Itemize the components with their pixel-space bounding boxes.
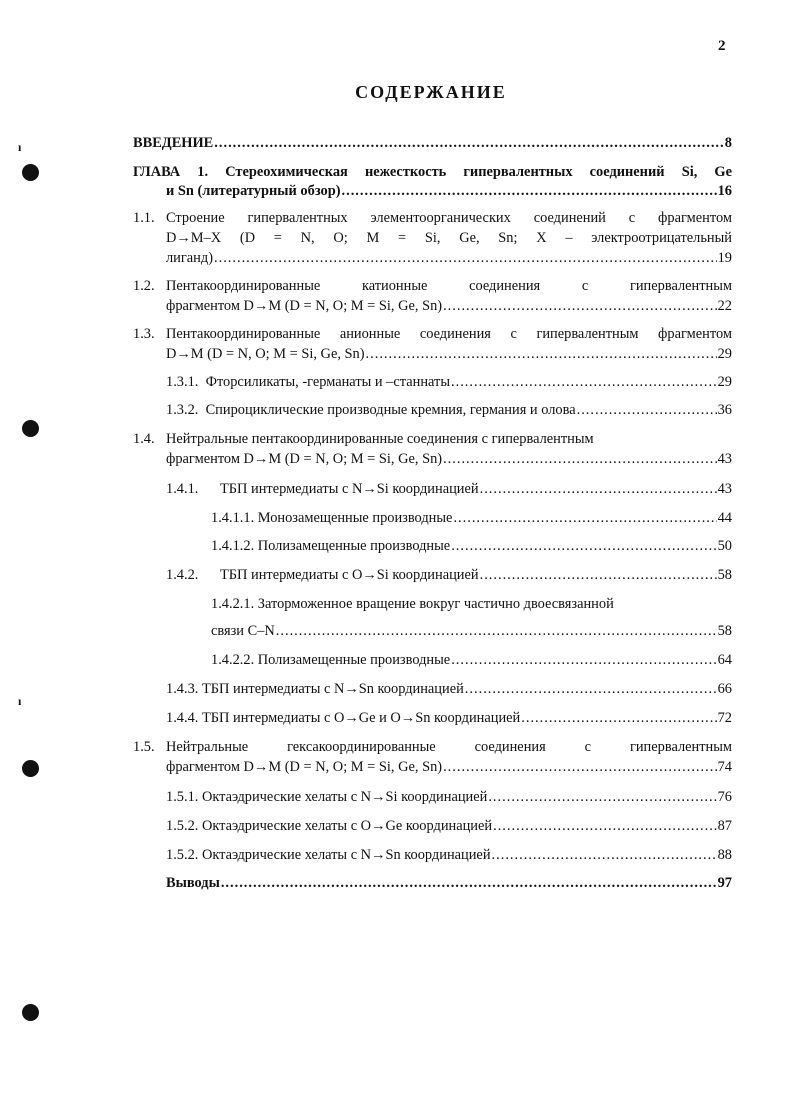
- toc-label: 1.4.1. ТБП интермедиаты с N→Si координацией: [166, 481, 479, 497]
- toc-entry-1-5-3[interactable]: [166, 845, 732, 865]
- dot-leader: [492, 845, 717, 865]
- toc-label: 1.5.1. Октаэдрические хелаты с N→Si координацией: [166, 789, 488, 805]
- binder-hole: [22, 1004, 39, 1021]
- toc-page: 19: [717, 250, 732, 266]
- toc-page: 66: [717, 681, 732, 697]
- toc-label: и Sn (литературный обзор): [166, 183, 341, 199]
- toc-entry-1-5-1[interactable]: [166, 787, 732, 807]
- toc-page: 88: [717, 847, 732, 863]
- toc-entry-1-4-2-2[interactable]: [211, 650, 732, 670]
- toc-entry-1-4-1[interactable]: [166, 479, 732, 499]
- dot-leader: [480, 565, 717, 585]
- toc-number: 1.5.: [133, 739, 155, 755]
- toc-label: 1.3.2. Спироциклические производные кремния, германия и олова: [166, 402, 576, 418]
- toc-entry-1-5-2[interactable]: [166, 816, 732, 836]
- toc-line: Нейтральные гексакоординированные соединения с гипервалентным: [166, 739, 732, 755]
- dot-leader: [521, 708, 716, 728]
- dot-leader: [451, 650, 716, 670]
- toc-label: лиганд): [166, 250, 213, 266]
- dot-leader: [443, 296, 717, 316]
- binder-hole: [22, 420, 39, 437]
- toc-page: 72: [717, 710, 732, 726]
- dot-leader: [488, 787, 716, 807]
- toc-chapter-line: ГЛАВА 1. Стереохимическая нежесткость гипервалентных соединений Si, Ge: [133, 164, 732, 180]
- toc-line: Нейтральные пентакоординированные соединения с гипервалентным: [166, 431, 594, 447]
- toc-number: 1.3.: [133, 326, 155, 342]
- toc-entry-1-4-2[interactable]: [166, 565, 732, 585]
- toc-entry-chapter-1[interactable]: [166, 181, 732, 201]
- toc-number: 1.4.: [133, 431, 155, 447]
- dot-leader: [214, 133, 724, 153]
- toc-label: 1.5.2. Октаэдрические хелаты с N→Sn координацией: [166, 847, 491, 863]
- toc-label: 1.4.3. ТБП интермедиаты с N→Sn координацией: [166, 681, 464, 697]
- toc-line: Пентакоординированные катионные соединения с гипервалентным: [166, 278, 732, 294]
- toc-label: фрагментом D→M (D = N, O; M = Si, Ge, Sn): [166, 298, 443, 314]
- dot-leader: [443, 449, 717, 469]
- toc-entry-1-3-2[interactable]: [166, 400, 732, 420]
- toc-number: 1.2.: [133, 278, 155, 294]
- dot-leader: [451, 372, 717, 392]
- toc-page: 43: [717, 451, 732, 467]
- toc-label: фрагментом D→M (D = N, O; M = Si, Ge, Sn): [166, 759, 443, 775]
- dot-leader: [465, 679, 717, 699]
- toc-label: 1.5.2. Октаэдрические хелаты с O→Ge координацией: [166, 818, 493, 834]
- dot-leader: [493, 816, 717, 836]
- dot-leader: [443, 757, 717, 777]
- toc-label: 1.4.2. ТБП интермедиаты с O→Si координацией: [166, 567, 479, 583]
- toc-page: 44: [717, 510, 732, 526]
- toc-entry-1-4-3[interactable]: [166, 679, 732, 699]
- toc-label: 1.4.4. ТБП интермедиаты с O→Ge и O→Sn координацией: [166, 710, 521, 726]
- binder-hole: [22, 760, 39, 777]
- dot-leader: [453, 508, 716, 528]
- dot-leader: [221, 873, 717, 893]
- toc-page: 64: [717, 652, 732, 668]
- toc-label: 1.4.1.1. Монозамещенные производные: [211, 510, 453, 526]
- toc-entry-1-4[interactable]: [166, 449, 732, 469]
- toc-label: D→M (D = N, O; M = Si, Ge, Sn): [166, 346, 365, 362]
- toc-label: ВВЕДЕНИЕ: [133, 135, 214, 151]
- scan-mark: ı: [18, 694, 22, 708]
- toc-line: D→M–X (D = N, O; M = Si, Ge, Sn; X – электроотрицательный: [166, 230, 732, 246]
- toc-page: 58: [717, 623, 732, 639]
- binder-hole: [22, 164, 39, 181]
- toc-page: 76: [717, 789, 732, 805]
- toc-page: 29: [717, 374, 732, 390]
- toc-page: 29: [717, 346, 732, 362]
- toc-page: 16: [717, 183, 732, 199]
- toc-page: 74: [717, 759, 732, 775]
- toc-page: 50: [717, 538, 732, 554]
- toc-entry-1-5[interactable]: [166, 757, 732, 777]
- dot-leader: [276, 621, 717, 641]
- toc-page: 87: [717, 818, 732, 834]
- toc-page: 43: [717, 481, 732, 497]
- toc-page: 36: [717, 402, 732, 418]
- toc-entry-intro[interactable]: [133, 133, 732, 153]
- dot-leader: [480, 479, 717, 499]
- toc-label: фрагментом D→M (D = N, O; M = Si, Ge, Sn): [166, 451, 443, 467]
- toc-line: 1.4.2.1. Заторможенное вращение вокруг частично двоесвязанной: [211, 596, 614, 612]
- toc-line: Пентакоординированные анионные соединения с гипервалентным фрагментом: [166, 326, 732, 342]
- dot-leader: [342, 181, 717, 201]
- toc-entry-1-3-1[interactable]: [166, 372, 732, 392]
- page-number: 2: [718, 38, 726, 54]
- toc-page: 58: [717, 567, 732, 583]
- dot-leader: [577, 400, 717, 420]
- page-title: СОДЕРЖАНИЕ: [355, 82, 507, 102]
- toc-entry-1-2[interactable]: [166, 296, 732, 316]
- dot-leader: [451, 536, 716, 556]
- toc-entry-1-1[interactable]: [166, 248, 732, 268]
- toc-page: 22: [717, 298, 732, 314]
- toc-entry-1-4-2-1[interactable]: [211, 621, 732, 641]
- toc-number: 1.1.: [133, 210, 155, 226]
- toc-entry-1-4-4[interactable]: [166, 708, 732, 728]
- toc-line: Строение гипервалентных элементоорганических соединений с фрагментом: [166, 210, 732, 226]
- toc-label: 1.4.1.2. Полизамещенные производные: [211, 538, 451, 554]
- toc-page: 8: [724, 135, 732, 151]
- toc-label: Выводы: [166, 875, 220, 891]
- toc-entry-1-3[interactable]: [166, 344, 732, 364]
- toc-entry-conclusions[interactable]: [166, 873, 732, 893]
- scan-mark: ı: [18, 140, 22, 154]
- toc-label: 1.3.1. Фторсиликаты, -германаты и –станнаты: [166, 374, 450, 390]
- toc-entry-1-4-1-1[interactable]: [211, 508, 732, 528]
- dot-leader: [366, 344, 717, 364]
- toc-page: 97: [717, 875, 732, 891]
- dot-leader: [214, 248, 717, 268]
- toc-label: 1.4.2.2. Полизамещенные производные: [211, 652, 451, 668]
- toc-label: связи C–N: [211, 623, 275, 639]
- toc-entry-1-4-1-2[interactable]: [211, 536, 732, 556]
